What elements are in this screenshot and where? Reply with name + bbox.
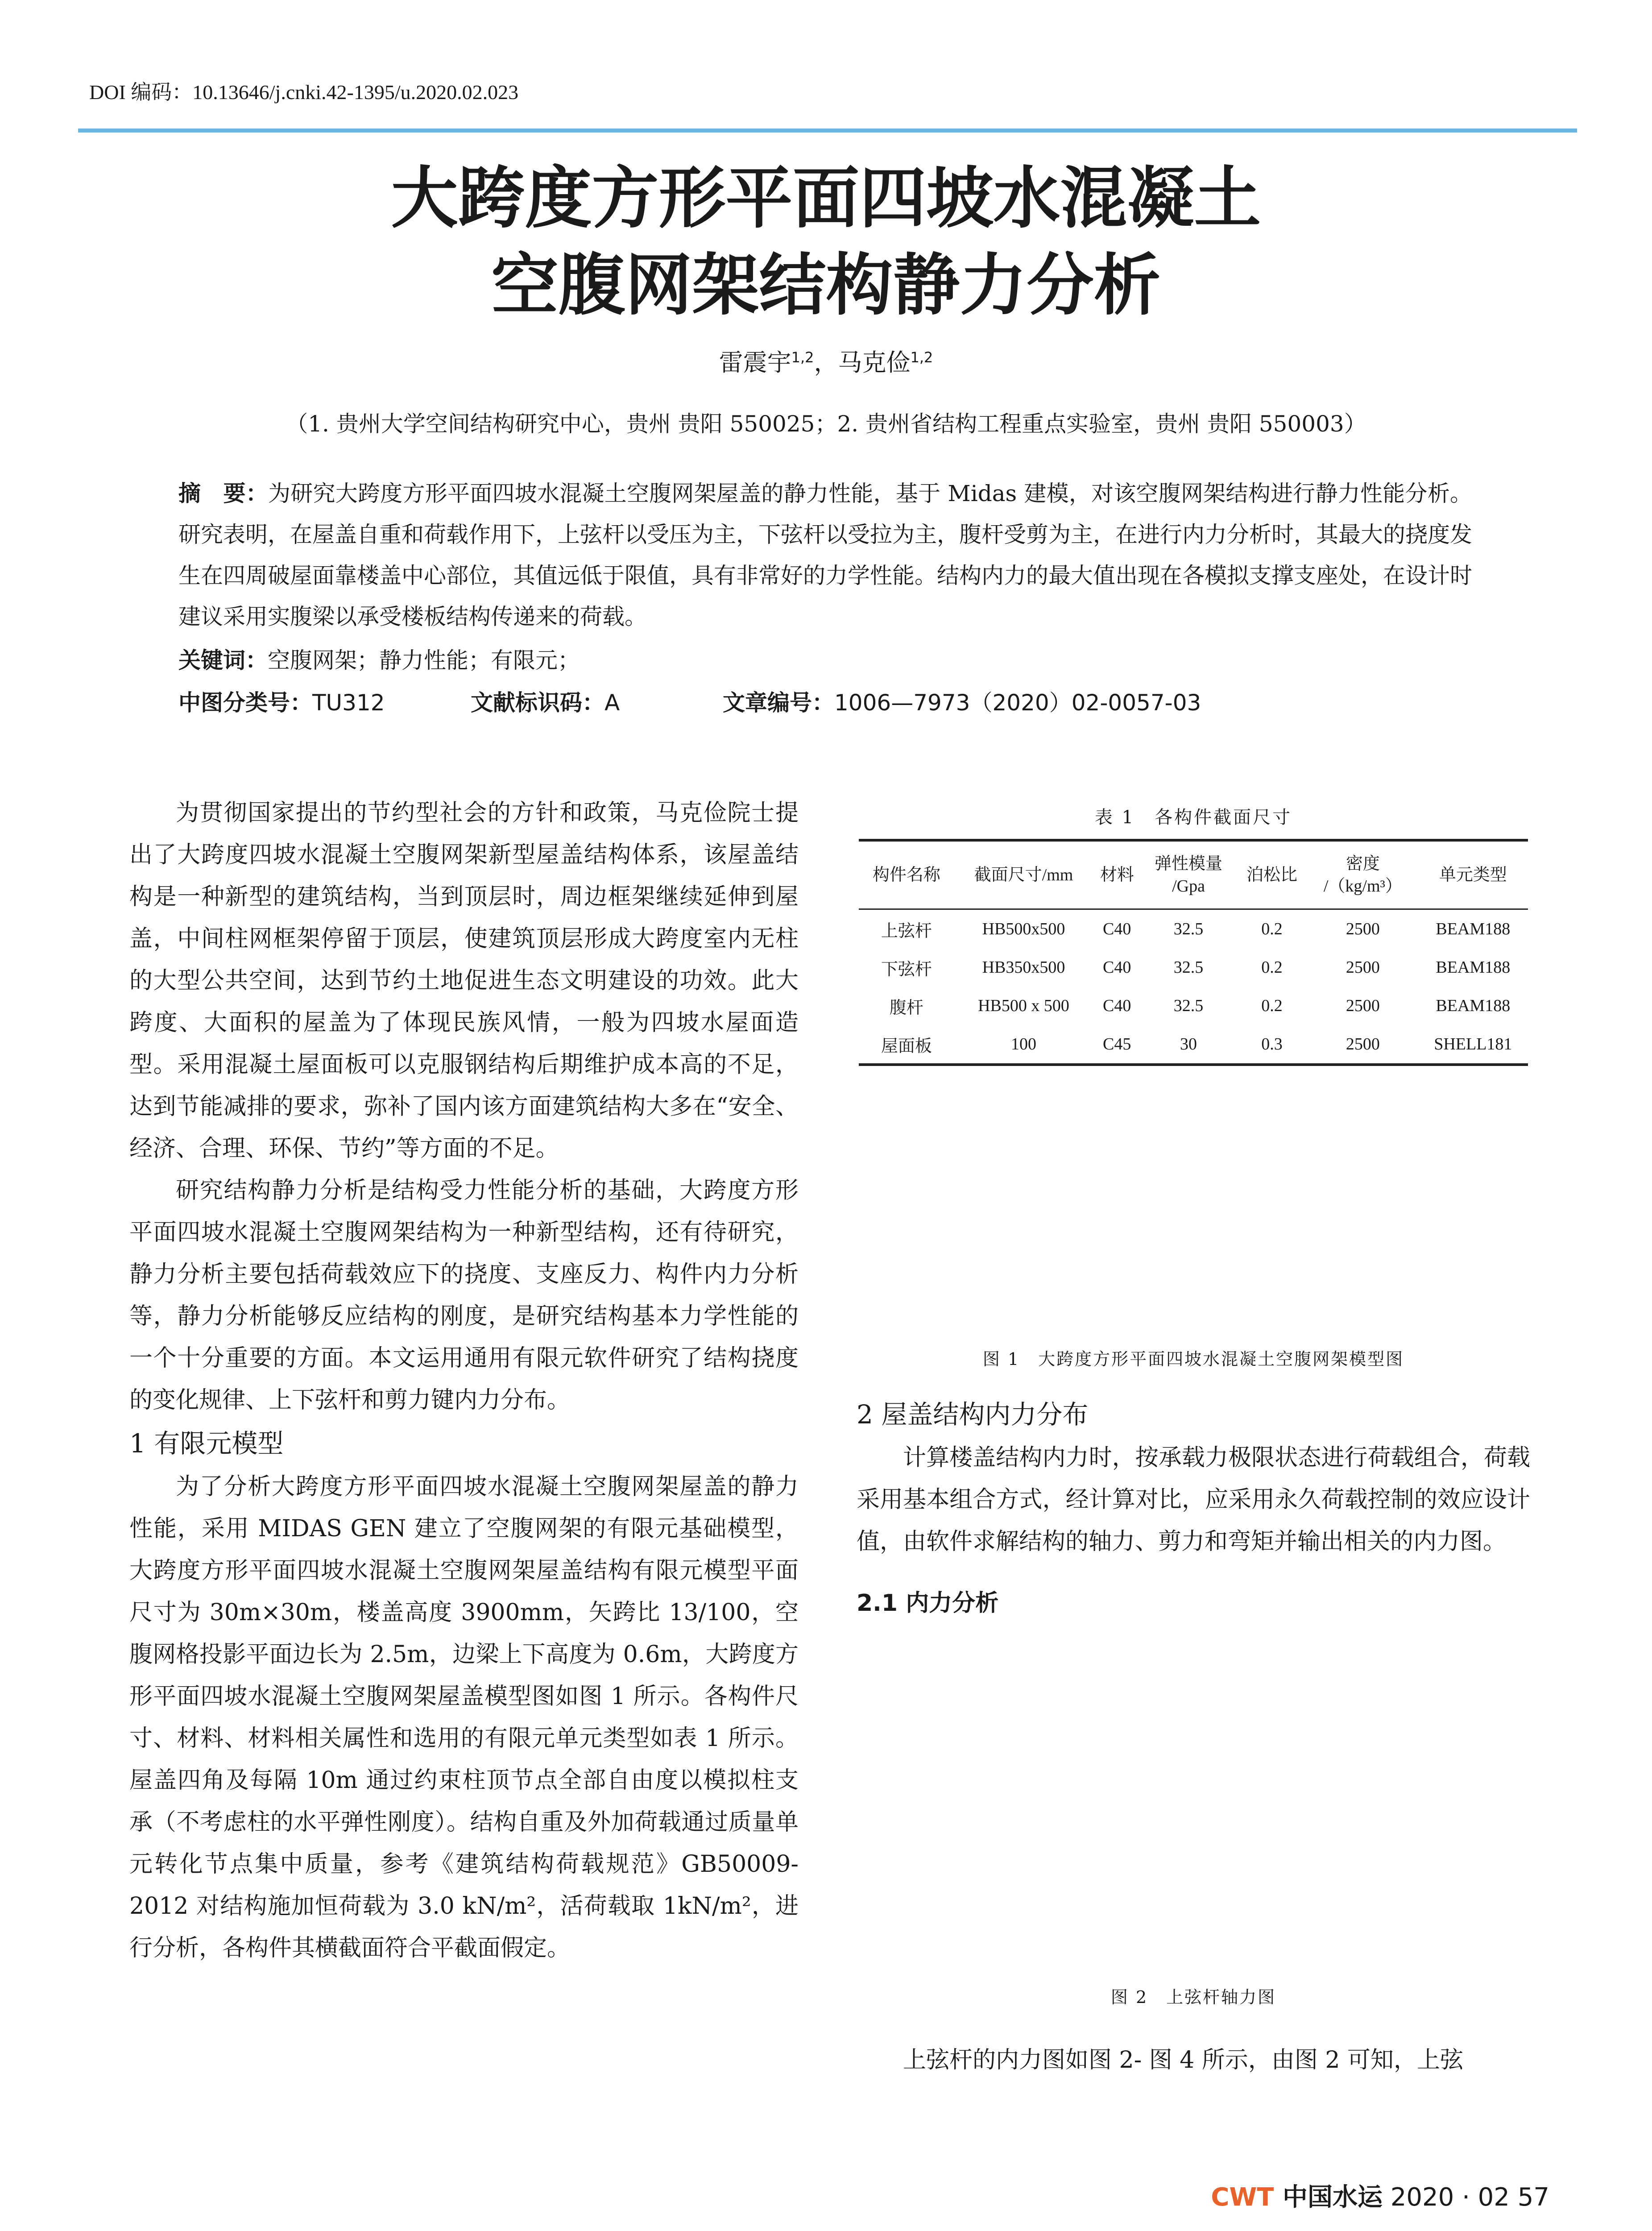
paragraph-intro-1: 为贯彻国家提出的节约型社会的方针和政策，马克俭院士提出了大跨度四坡水混凝土空腹网架新型屋盖结构体系，该屋盖结构是一种新型的建筑结构，当到顶层时，周边框架继续延伸到屋盖，中间柱网框架停留于顶层，使建筑顶层形成大跨度室内无柱的大型公共空间，达到节约土地促进生态文明建设的功效。此大跨度、大面积的屋盖为了体现民族风情，一般为四坡水屋面造型。采用混凝土屋面板可以克服钢结构后期维护成本高的不足，达到节能减排的要求，弥补了国内该方面建筑结构大多在“安全、经济、合理、环保、节约”等方面的不足。 [129, 800, 799, 1162]
table-header-cell: 弹性模量 /Gpa [1141, 840, 1236, 909]
table-row [859, 909, 1528, 949]
clc-value: TU312 [312, 690, 385, 716]
table-cell: 腹杆 [889, 998, 923, 1017]
header-rule [78, 129, 1577, 133]
table-header-row [859, 840, 1528, 909]
section-2-heading: 2 屋盖结构内力分布 [857, 1399, 1089, 1430]
table-cell: 下弦杆 [881, 960, 932, 979]
table-header-cell: 截面尺寸/mm [954, 840, 1093, 909]
right-column [857, 1392, 1530, 1563]
table-row [859, 948, 1528, 987]
table-cell: 0.2 [1261, 920, 1283, 938]
article-label: 文章编号： [723, 690, 834, 716]
table-header-cell: 单元类型 [1418, 840, 1528, 909]
article-number [723, 685, 1201, 717]
issue-page: 2020 · 02 57 [1382, 2183, 1549, 2212]
paragraph-model: 为了分析大跨度方形平面四坡水混凝土空腹网架屋盖的静力性能，采用 MIDAS GEN 建立了空腹网架的有限元基础模型，大跨度方形平面四坡水混凝土空腹网架屋盖结构有限元模型平面尺寸为 30m×30m，楼盖高度 3900mm，矢跨比 13/100，空腹网格投影平面边长为 2.5m，边梁上下高度为 0.6m，大跨度方形平面四坡水混凝土空腹网架屋盖模型图如图 1 所示。各构件尺寸、材料、材料相关属性和选用的有限元单元类型如表 1 所示。屋盖四角及每隔 10m 通过约束柱顶节点全部自由度以模拟柱支承（不考虑柱的水平弹性刚度）。结构自重及外加荷载通过质量单元转化节点集中质量，参考《建筑结构荷载规范》GB50009-2012 对结构施加恒荷载为 3.0 kN/m²，活荷载取 1kN/m²，进行分析，各构件其横截面符合平截面假定。 [129, 1473, 799, 1961]
right-column-bottom [857, 2039, 1530, 2081]
table-cell: BEAM188 [1436, 996, 1511, 1015]
abstract-label: 摘 要： [178, 481, 268, 506]
table-cell: 2500 [1346, 996, 1380, 1015]
subsection-2-1-heading: 2.1 内力分析 [857, 1590, 999, 1617]
author-1-affil: 1,2 [791, 349, 814, 366]
table-cell: HB500x500 [982, 920, 1065, 938]
table-cell: 32.5 [1173, 996, 1204, 1015]
doc-value: A [604, 690, 620, 716]
table-row [859, 1025, 1528, 1065]
doi-line: DOI 编码：10.13646/j.cnki.42-1395/u.2020.02.023 [89, 81, 519, 104]
keywords-label: 关键词： [178, 647, 268, 673]
table-cell: HB350x500 [982, 958, 1065, 977]
table-cell: HB500 x 500 [978, 996, 1069, 1015]
keywords [178, 643, 580, 675]
table-cell: BEAM188 [1436, 920, 1511, 938]
clc-code [178, 685, 385, 717]
section-1-heading: 1 有限元模型 [129, 1428, 284, 1459]
table-cell: SHELL181 [1418, 1025, 1528, 1065]
author-2-affil: 1,2 [910, 349, 933, 366]
table-cell: BEAM188 [1436, 958, 1511, 977]
title-line-1: 大跨度方形平面四坡水混凝土 [391, 160, 1261, 237]
figure-1-caption: 图 1 大跨度方形平面四坡水混凝土空腹网架模型图 [982, 1349, 1404, 1369]
table-cell: 0.2 [1261, 996, 1283, 1015]
table-cell: C40 [1103, 958, 1131, 977]
left-column [129, 792, 799, 1969]
author-separator: ， [814, 348, 838, 377]
author-2: 马克俭 [838, 348, 911, 377]
table-cell: 上弦杆 [881, 921, 932, 941]
table-cell: 屋面板 [859, 1025, 954, 1065]
table-row [859, 987, 1528, 1025]
table-1-caption: 表 1 各构件截面尺寸 [1094, 807, 1292, 828]
article-value: 1006—7973（2020）02-0057-03 [834, 690, 1201, 716]
table-cell: 2500 [1346, 920, 1380, 938]
figure-2-caption: 图 2 上弦杆轴力图 [1110, 1987, 1276, 2007]
figure-2-area [859, 1624, 1528, 1968]
table-1 [859, 839, 1528, 1066]
table-cell: 100 [954, 1025, 1093, 1065]
abstract [178, 473, 1472, 637]
table-header-cell: 密度 /（kg/m³） [1308, 840, 1418, 909]
abstract-text: 为研究大跨度方形平面四坡水混凝土空腹网架屋盖的静力性能，基于 Midas 建模，对该空腹网架结构进行静力性能分析。研究表明，在屋盖自重和荷载作用下，上弦杆以受压为主，下弦杆以受拉为主，腹杆受剪为主，在进行内力分析时，其最大的挠度发生在四周破屋面靠楼盖中心部位，其值远低于限值，具有非常好的力学性能。结构内力的最大值出现在各模拟支撑支座处，在设计时建议采用实腹梁以承受楼板结构传递来的荷载。 [178, 481, 1473, 630]
page-footer [1211, 2177, 1549, 2213]
table-header-cell: 材料 [1093, 840, 1141, 909]
authors [0, 344, 1652, 378]
paragraph-internal-force: 计算楼盖结构内力时，按承载力极限状态进行荷载组合，荷载采用基本组合方式，经计算对比，应采用永久荷载控制的效应设计值，由软件求解结构的轴力、剪力和弯矩并输出相关的内力图。 [857, 1444, 1530, 1555]
author-1: 雷震宇 [719, 348, 791, 377]
paragraph-intro-2: 研究结构静力分析是结构受力性能分析的基础，大跨度方形平面四坡水混凝土空腹网架结构为一种新型结构，还有待研究，静力分析主要包括荷载效应下的挠度、支座反力、构件内力分析等，静力分析能够反应结构的刚度，是研究结构基本力学性能的一个十分重要的方面。本文运用通用有限元软件研究了结构挠度的变化规律、上下弦杆和剪力键内力分布。 [129, 1177, 799, 1414]
table-header-cell: 泊松比 [1236, 840, 1308, 909]
table-cell: 0.2 [1261, 958, 1283, 977]
table-cell: C40 [1103, 996, 1131, 1015]
table-cell: C45 [1093, 1025, 1141, 1065]
doc-label: 文献标识码： [471, 690, 604, 716]
journal-name: 中国水运 [1274, 2183, 1383, 2212]
keywords-text: 空腹网架；静力性能；有限元； [268, 647, 580, 673]
table-cell: 2500 [1308, 1025, 1418, 1065]
table-header-cell: 构件名称 [859, 840, 954, 909]
clc-label: 中图分类号： [178, 690, 312, 716]
journal-logo: CWT [1211, 2183, 1274, 2212]
table-cell: 32.5 [1173, 920, 1204, 938]
table-cell: 2500 [1346, 958, 1380, 977]
doc-code [471, 685, 620, 717]
figure-1-area [859, 1080, 1528, 1330]
affiliation: （1. 贵州大学空间结构研究中心，贵州 贵阳 550025；2. 贵州省结构工程重点实验室，贵州 贵阳 550003） [286, 411, 1366, 437]
title-line-2: 空腹网架结构静力分析 [491, 247, 1161, 324]
table-cell: 30 [1141, 1025, 1236, 1065]
table-cell: 32.5 [1173, 958, 1204, 977]
paragraph-upper-chord: 上弦杆的内力图如图 2- 图 4 所示，由图 2 可知，上弦 [903, 2047, 1463, 2073]
table-cell: 0.3 [1236, 1025, 1308, 1065]
table-cell: C40 [1103, 920, 1131, 938]
